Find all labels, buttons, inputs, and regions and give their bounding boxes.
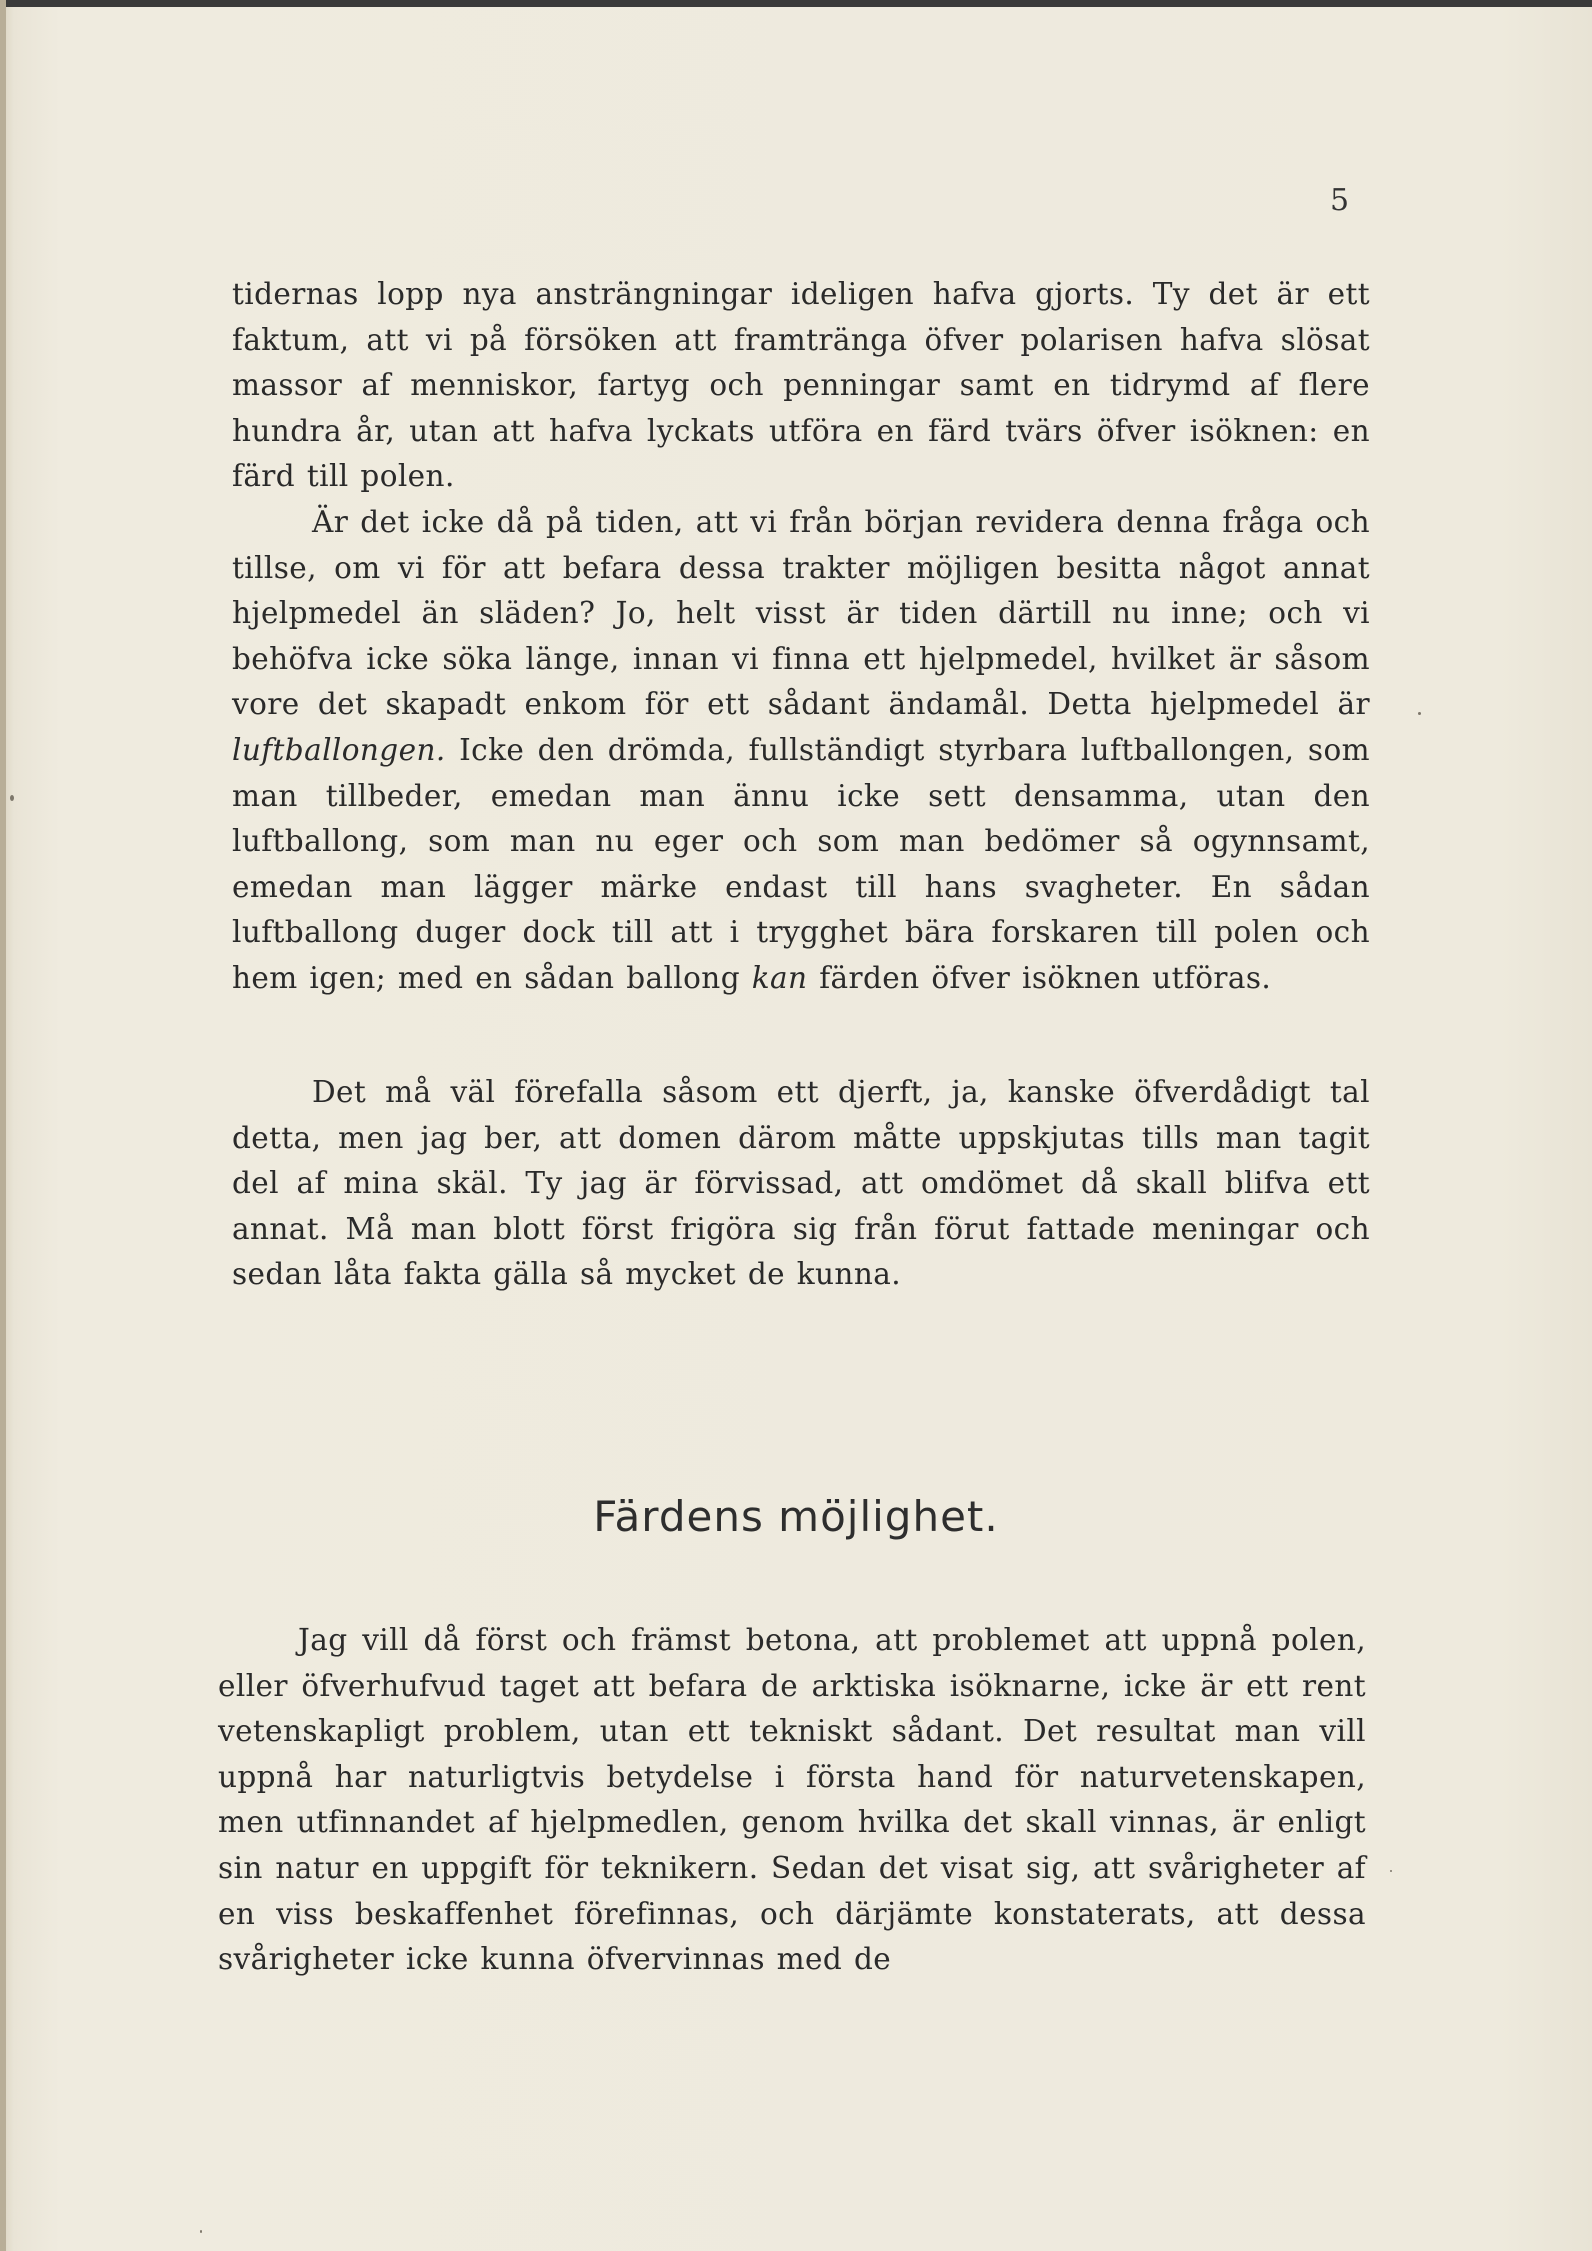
paragraph-2-text-end: färden öfver isöknen utföras.: [807, 960, 1272, 995]
page-number: 5: [1330, 183, 1350, 218]
page-top-edge: [0, 0, 1592, 7]
paper-speck: [1418, 712, 1421, 715]
paragraph-2-text-middle: Icke den drömda, fullständigt styrbara luftballongen, som man tillbeder, emedan man ännu icke sett densamma, utan den luftballong, som man nu eger och som man bedömer så ogynnsamt, emedan man lägger märke endast till hans svagheter. En sådan luftballong duger dock till att i trygghet bära forskaren till polen och hem igen; med en sådan ballong: [232, 732, 1370, 995]
emphasis-kan: kan: [751, 960, 808, 995]
paper-speck: [200, 2230, 202, 2233]
section-heading: Färdens möjlighet.: [593, 1492, 999, 1541]
paper-speck: [1390, 1870, 1392, 1872]
paragraph-1: [232, 272, 1370, 500]
paragraph-1-text: tidernas lopp nya ansträngningar ideligen hafva gjorts. Ty det är ett faktum, att vi på försöken att framtränga öfver polarisen hafva slösat massor af menniskor, fartyg och penningar samt en tidrymd af flere hundra år, utan att hafva lyckats utföra en färd tvärs öfver isöknen: en färd till polen.: [232, 277, 1370, 494]
paper-speck: [10, 795, 14, 801]
emphasis-luftballongen: luftballongen.: [232, 732, 446, 767]
paragraph-2: [232, 500, 1370, 1002]
paragraph-3: [232, 1070, 1370, 1298]
paragraph-4-text: Jag vill då först och främst betona, att problemet att uppnå polen, eller öfverhufvud taget att befara de arktiska isöknarne, icke är ett rent vetenskapligt problem, utan ett tekniskt sådant. Det resultat man vill uppnå har naturligtvis betydelse i första hand för naturvetenskapen, men utfinnandet af hjelpmedlen, genom hvilka det skall vinnas, är enligt sin natur en uppgift för teknikern. Sedan det visat sig, att svårigheter af en viss beskaffenhet förefinnas, och därjämte konstaterats, att dessa svårigheter icke kunna öfvervinnas med de: [218, 1623, 1366, 1977]
paragraph-3-text: Det må väl förefalla såsom ett djerft, ja, kanske öfverdådigt tal detta, men jag ber, att domen därom måtte uppskjutas tills man tagit del af mina skäl. Ty jag är förvissad, att omdömet då skall blifva ett annat. Må man blott först frigöra sig från förut fattade meningar och sedan låta fakta gälla så mycket de kunna.: [232, 1075, 1370, 1292]
paragraph-2-text-start: Är det icke då på tiden, att vi från början revidera denna fråga och tillse, om vi för att befara dessa trakter möjligen besitta något annat hjelpmedel än släden? Jo, helt visst är tiden därtill nu inne; och vi behöfva icke söka länge, innan vi finna ett hjelpmedel, hvilket är såsom vore det skapadt enkom för ett sådant ändamål. Detta hjelpmedel är: [232, 505, 1370, 722]
paragraph-4: [218, 1618, 1366, 1983]
page-binding-edge: [0, 0, 6, 2251]
